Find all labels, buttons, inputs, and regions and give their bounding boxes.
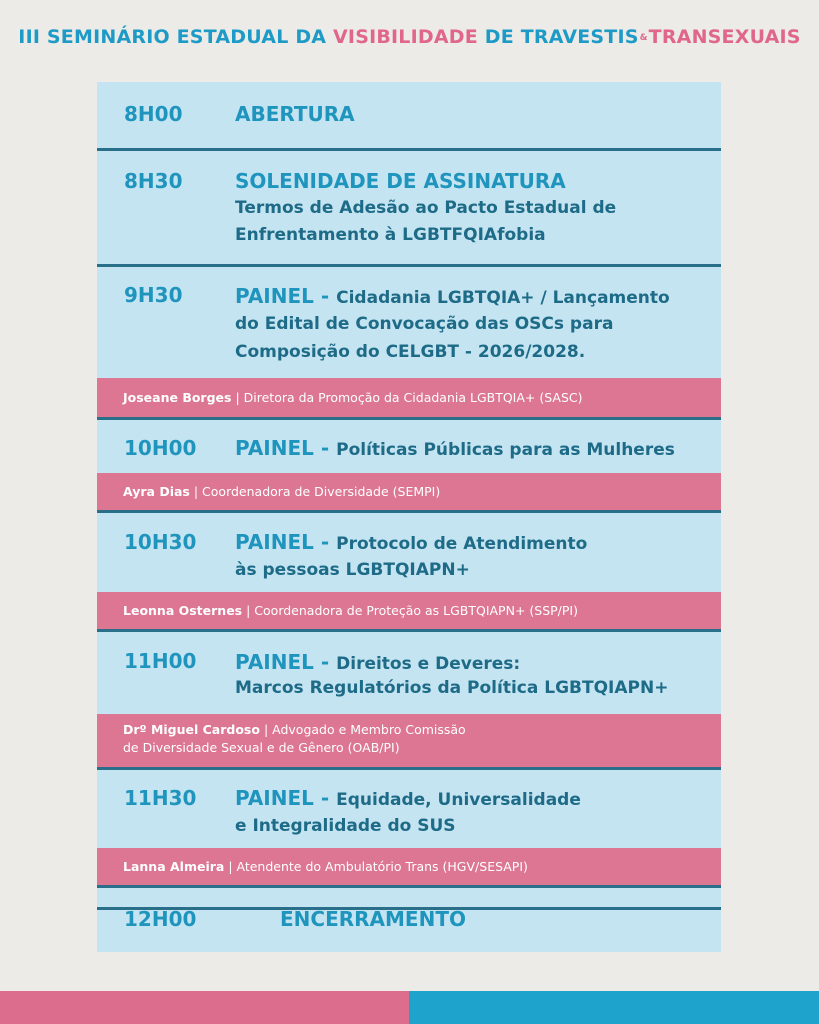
session-topic: Cidadania LGBTQIA+ / Lançamento [336, 288, 670, 308]
speaker-name: Lanna Almeira [123, 859, 225, 874]
time-label: 11H00 [124, 649, 197, 673]
footer-stripe-pink [0, 991, 409, 1024]
panel-prefix: PAINEL - [235, 650, 330, 674]
session-topic: Direitos e Deveres: [336, 654, 521, 674]
panel-prefix: PAINEL - [235, 786, 330, 810]
time-label: 12H00 [124, 907, 197, 931]
session-title [235, 434, 675, 464]
panel-prefix: PAINEL - [235, 436, 330, 460]
seminar-title [0, 26, 819, 48]
session-title: ABERTURA [235, 102, 355, 126]
title-part-4: TRANSEXUAIS [648, 26, 801, 48]
session-topic: do Edital de Convocação das OSCs para [235, 314, 614, 334]
speaker-name: Joseane Borges [123, 390, 232, 405]
speaker-role: | Advogado e Membro Comissão [263, 722, 466, 737]
session-title [235, 648, 520, 678]
speaker-name: Drº Miguel Cardoso [123, 722, 260, 737]
speaker-bar [97, 473, 721, 513]
title-part-3: DE TRAVESTIS [484, 26, 639, 48]
session-title [235, 784, 581, 814]
speaker-bar [97, 378, 721, 420]
speaker-role: | Coordenadora de Diversidade (SEMPI) [193, 484, 441, 499]
session-topic: e Integralidade do SUS [235, 816, 456, 836]
time-label: 10H30 [124, 530, 197, 554]
panel-prefix: PAINEL - [235, 284, 330, 308]
speaker-role: | Diretora da Promoção da Cidadania LGBTQIA+ (SASC) [235, 390, 583, 405]
session-title [235, 282, 670, 312]
time-label: 8H30 [124, 169, 183, 193]
speaker-role: | Coordenadora de Proteção as LGBTQIAPN+ (SSP/PI) [246, 603, 578, 618]
speaker-bar [97, 714, 721, 770]
time-label: 10H00 [124, 436, 197, 460]
divider [97, 264, 721, 267]
session-title: ENCERRAMENTO [280, 907, 466, 931]
session-title [235, 528, 587, 558]
session-subtitle: Enfrentamento à LGBTFQIAfobia [235, 225, 546, 245]
time-label: 11H30 [124, 786, 197, 810]
speaker-bar [97, 848, 721, 888]
speaker-name: Leonna Osternes [123, 603, 243, 618]
session-topic: Composição do CELGBT - 2026/2028. [235, 342, 586, 362]
panel-prefix: PAINEL - [235, 530, 330, 554]
session-topic: Protocolo de Atendimento [336, 534, 588, 554]
title-ampersand: & [639, 32, 648, 43]
speaker-name: Ayra Dias [123, 484, 190, 499]
speaker-role: de Diversidade Sexual e de Gênero (OAB/PI) [123, 740, 400, 755]
session-subtitle: Termos de Adesão ao Pacto Estadual de [235, 198, 617, 218]
footer-stripe-blue [409, 991, 819, 1024]
session-topic: Marcos Regulatórios da Política LGBTQIAPN+ [235, 678, 669, 698]
title-part-2: VISIBILIDADE [333, 26, 478, 48]
session-topic: às pessoas LGBTQIAPN+ [235, 560, 470, 580]
speaker-bar [97, 592, 721, 632]
session-title: SOLENIDADE DE ASSINATURA [235, 169, 566, 193]
session-topic: Políticas Públicas para as Mulheres [336, 440, 675, 460]
divider [97, 148, 721, 151]
session-topic: Equidade, Universalidade [336, 790, 581, 810]
time-label: 9H30 [124, 283, 183, 307]
speaker-role: | Atendente do Ambulatório Trans (HGV/SESAPI) [228, 859, 528, 874]
title-part-1: III SEMINÁRIO ESTADUAL DA [18, 26, 327, 48]
time-label: 8H00 [124, 102, 183, 126]
